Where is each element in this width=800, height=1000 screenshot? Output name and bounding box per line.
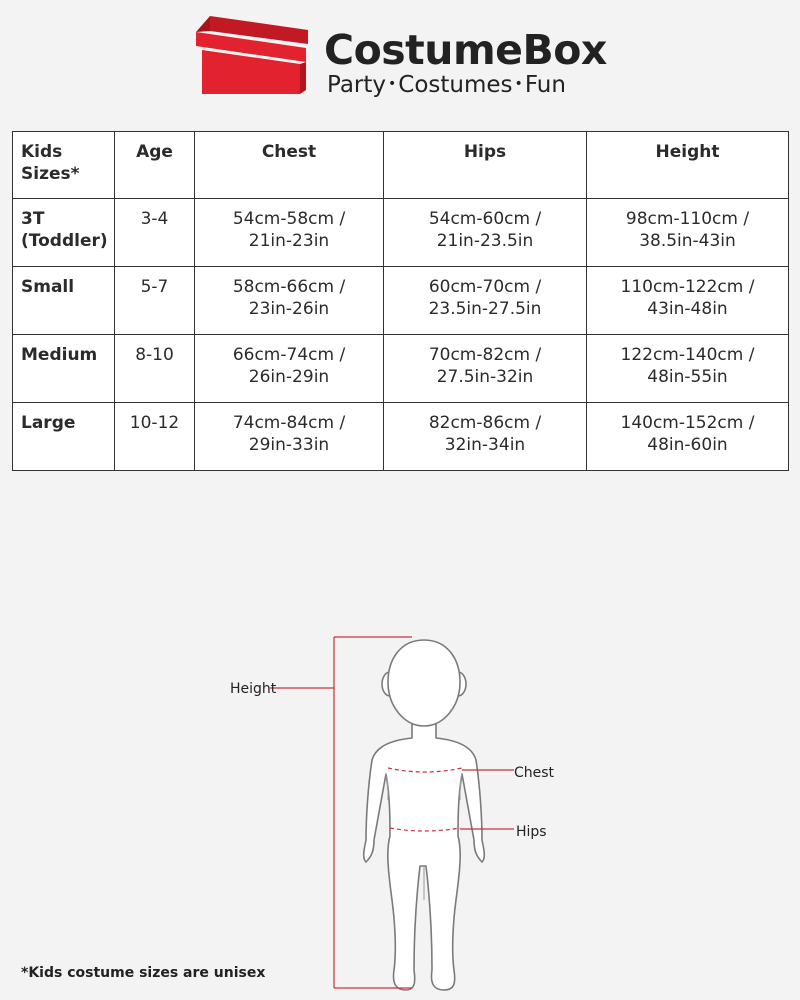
cell-height <box>587 199 789 267</box>
cell-size: Medium <box>13 335 115 403</box>
cell-chest <box>195 199 384 267</box>
cell-size: Small <box>13 267 115 335</box>
cell-hips <box>384 403 587 471</box>
chest-label: Chest <box>514 765 555 781</box>
cell-size: 3T (Toddler) <box>13 199 115 267</box>
cell-line: 66cm-74cm / <box>232 345 346 365</box>
cell-hips <box>384 335 587 403</box>
size-chart-table <box>12 131 789 471</box>
cell-line: 27.5in-32in <box>436 367 534 387</box>
tagline-separator: • <box>514 75 523 92</box>
cell-size: Large <box>13 403 115 471</box>
cell-line: 74cm-84cm / <box>232 413 346 433</box>
cell-line: 48in-55in <box>647 367 728 387</box>
table-row <box>13 335 789 403</box>
unisex-footnote: *Kids costume sizes are unisex <box>21 965 266 981</box>
cell-age: 3-4 <box>115 199 195 267</box>
header-chest: Chest <box>195 132 384 199</box>
cell-hips <box>384 267 587 335</box>
cell-line: 29in-33in <box>248 435 330 455</box>
cell-line: 21in-23in <box>248 231 330 251</box>
cell-line: 110cm-122cm / <box>620 277 755 297</box>
cell-chest <box>195 403 384 471</box>
cell-line: 82cm-86cm / <box>428 413 542 433</box>
tagline-party: Party <box>327 72 387 98</box>
cell-line: 58cm-66cm / <box>232 277 346 297</box>
child-figure-illustration <box>0 600 800 1000</box>
header-kids-sizes: Kids Sizes* <box>13 132 115 199</box>
height-label: Height <box>230 681 277 697</box>
table-row <box>13 199 789 267</box>
table-row <box>13 267 789 335</box>
cell-line: 54cm-60cm / <box>428 209 542 229</box>
brand-name: CostumeBox <box>324 26 607 74</box>
cell-age: 10-12 <box>115 403 195 471</box>
cell-age: 5-7 <box>115 267 195 335</box>
brand-logo <box>196 14 616 99</box>
cell-line: 43in-48in <box>647 299 728 319</box>
cell-line: 23.5in-27.5in <box>428 299 542 319</box>
cell-line: 140cm-152cm / <box>620 413 755 433</box>
cell-line: 23in-26in <box>248 299 330 319</box>
cell-line: 48in-60in <box>647 435 728 455</box>
brand-tagline <box>327 72 566 98</box>
cell-line: 98cm-110cm / <box>625 209 750 229</box>
table-header-row <box>13 132 789 199</box>
cell-line: 70cm-82cm / <box>428 345 542 365</box>
cell-age: 8-10 <box>115 335 195 403</box>
tagline-costumes: Costumes <box>398 72 513 98</box>
cell-line: 21in-23.5in <box>436 231 534 251</box>
cell-height <box>587 335 789 403</box>
hips-label: Hips <box>516 824 547 840</box>
header-age: Age <box>115 132 195 199</box>
cell-line: 32in-34in <box>444 435 526 455</box>
cell-line: 38.5in-43in <box>639 231 736 251</box>
costume-box-icon <box>196 14 308 96</box>
cell-hips <box>384 199 587 267</box>
tagline-fun: Fun <box>524 72 566 98</box>
tagline-separator: • <box>388 75 397 92</box>
cell-line: 26in-29in <box>248 367 330 387</box>
cell-line: 54cm-58cm / <box>232 209 346 229</box>
cell-line: 60cm-70cm / <box>428 277 542 297</box>
cell-chest <box>195 335 384 403</box>
cell-line: 122cm-140cm / <box>620 345 755 365</box>
table-row <box>13 403 789 471</box>
cell-height <box>587 267 789 335</box>
header-hips: Hips <box>384 132 587 199</box>
cell-height <box>587 403 789 471</box>
measurement-diagram <box>0 600 800 1000</box>
cell-chest <box>195 267 384 335</box>
header-height: Height <box>587 132 789 199</box>
